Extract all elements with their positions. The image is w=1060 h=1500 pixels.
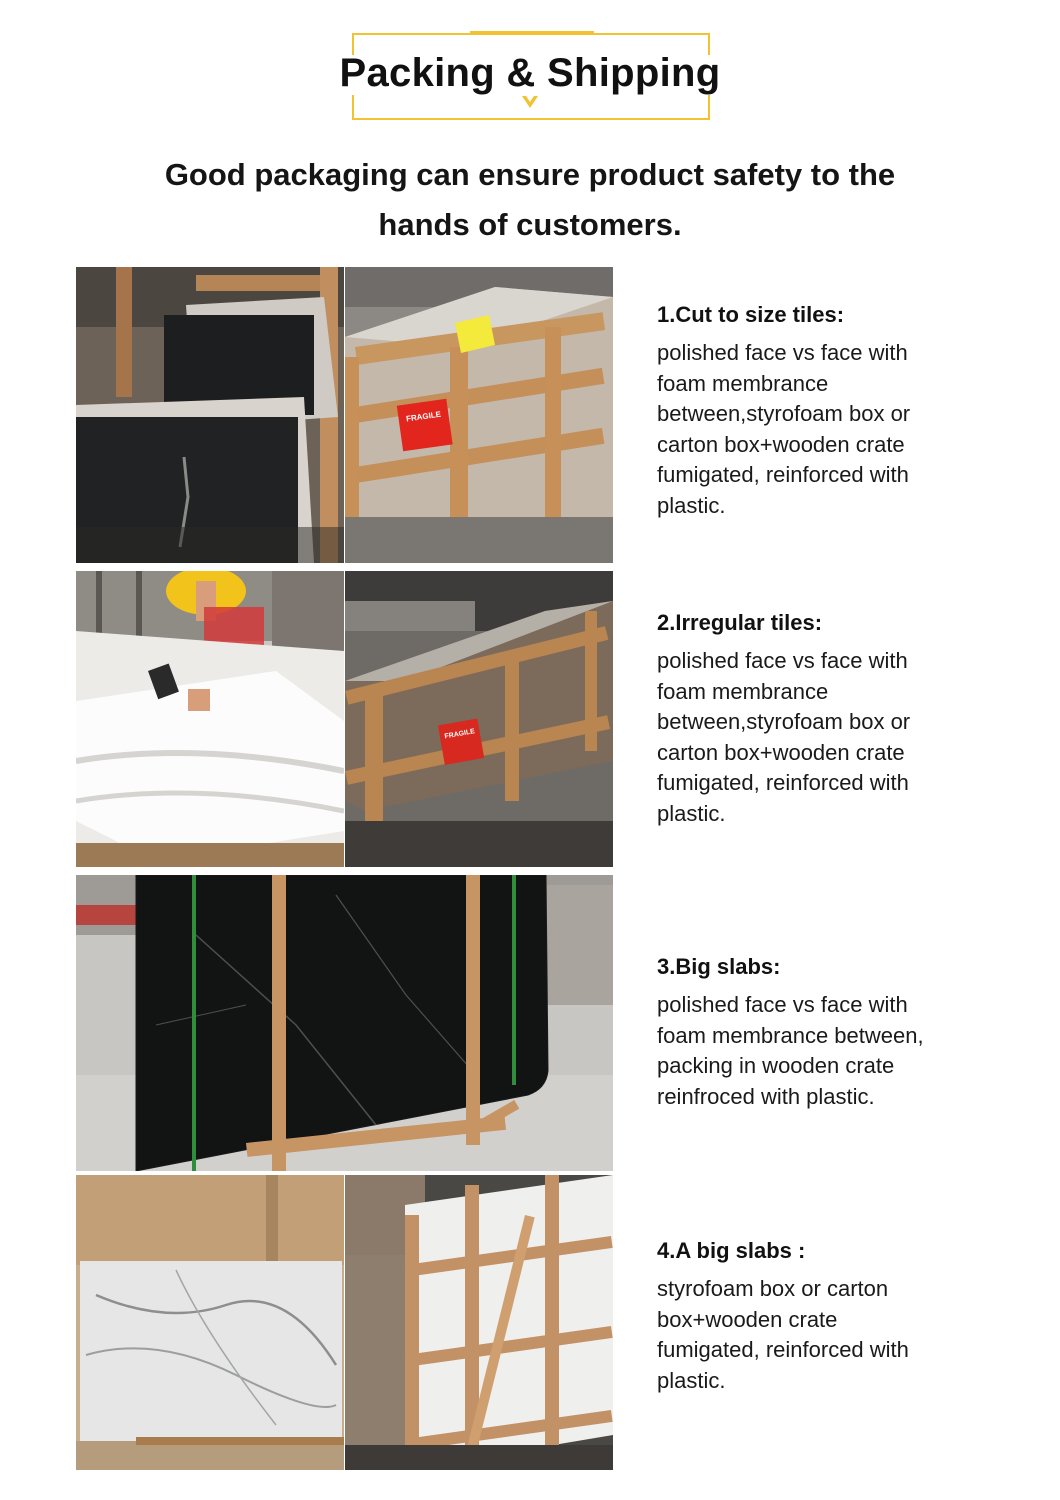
fragile-label-1: FRAGILE [405,409,442,424]
body-line: plastic. [657,1367,726,1393]
section-body-3 [657,990,987,1112]
section-body-2 [657,646,987,829]
body-line: foam membrance [657,678,829,704]
body-line: packing in wooden crate [657,1053,895,1078]
body-line: polished face vs face with [657,648,908,673]
title-accent-bar [470,31,594,34]
subtitle-line-2: hands of customers. [378,207,682,242]
body-line: between,styrofoam box or [657,709,911,734]
section-row-4 [76,1175,613,1470]
section-desc-2 [657,608,987,829]
body-line: fumigated, reinforced with [657,770,909,795]
section-desc-1 [657,300,987,521]
body-line: plastic. [657,492,726,518]
page-title: Packing & Shipping [339,51,721,95]
section-desc-4 [657,1236,987,1396]
body-line: fumigated, reinforced with [657,1337,909,1362]
section-heading-4: 4.A big slabs : [657,1238,806,1263]
photo-long-crate-fragile [345,571,613,867]
section-desc-3 [657,952,987,1112]
body-line: plastic. [657,800,726,826]
body-line: between,styrofoam box or [657,401,911,426]
body-line: polished face vs face with [657,340,908,365]
photo-worker-foam-wrapping [76,571,344,867]
photo-tall-wooden-crate [345,1175,613,1470]
section-row-1 [76,267,613,563]
photo-wrapped-crate-fragile [345,267,613,563]
section-row-3 [76,875,613,1171]
body-line: fumigated, reinforced with [657,462,909,487]
photo-white-marble-slab [76,1175,344,1470]
body-line: foam membrance between, [657,1022,924,1048]
body-line: carton box+wooden crate [657,431,905,457]
photo-black-marble-slab-frame [76,875,613,1171]
body-line: box+wooden crate [657,1306,838,1332]
fragile-label-2: FRAGILE [444,728,476,741]
body-line: reinfroced with plastic. [657,1083,875,1109]
section-heading-1: 1.Cut to size tiles: [657,302,845,327]
subtitle-line-1: Good packaging can ensure product safety to the [164,157,896,192]
subtitle [90,150,970,250]
photo-black-tiles-stacked [76,267,344,563]
body-line: carton box+wooden crate [657,739,905,765]
section-heading-3: 3.Big slabs: [657,954,781,979]
section-row-2 [76,571,613,867]
body-line: polished face vs face with [657,992,908,1017]
section-body-4 [657,1274,987,1396]
body-line: foam membrance [657,370,829,396]
section-heading-2: 2.Irregular tiles: [657,610,823,635]
body-line: styrofoam box or carton [657,1276,889,1301]
section-body-1 [657,338,987,521]
chevron-down-icon [522,96,538,108]
